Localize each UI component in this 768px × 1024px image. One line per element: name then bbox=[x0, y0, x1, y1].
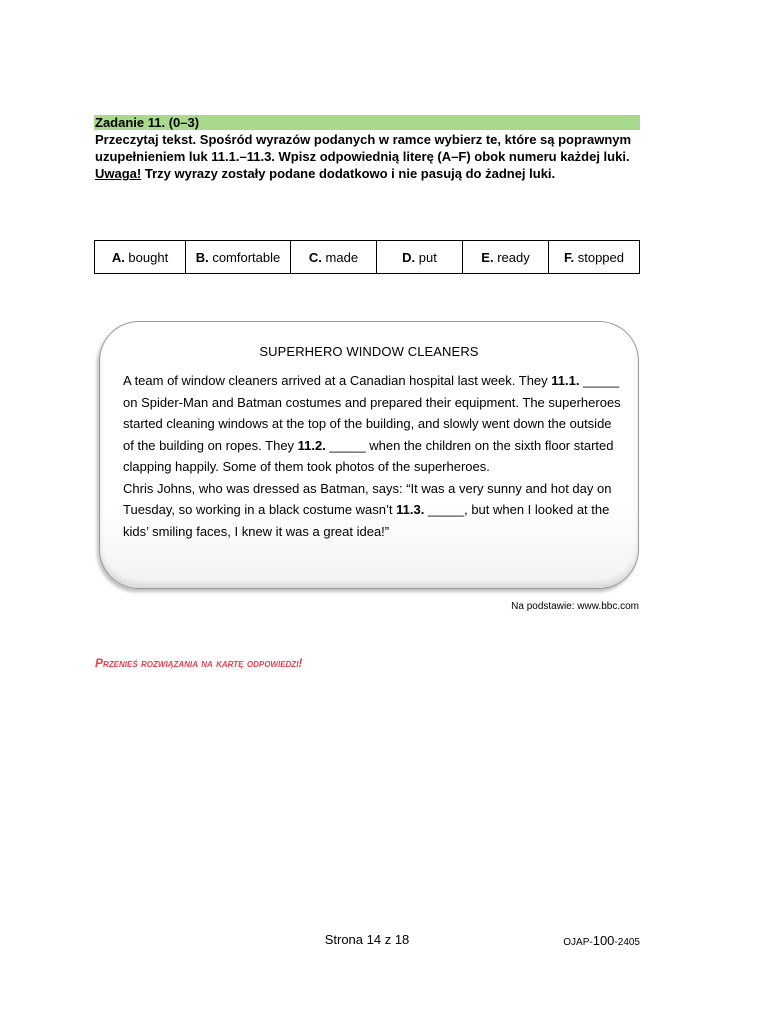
text-body bbox=[123, 370, 623, 542]
option-f: F. stopped bbox=[549, 241, 640, 274]
page-number: Strona 14 z 18 bbox=[324, 932, 410, 947]
option-e: E. ready bbox=[463, 241, 549, 274]
option-c: C. made bbox=[291, 241, 377, 274]
option-a: A. bought bbox=[95, 241, 186, 274]
word-options-table bbox=[94, 240, 640, 274]
note-text: Trzy wyrazy zostały podane dodatkowo i nie pasują do żadnej luki. bbox=[141, 166, 556, 181]
source-note: Na podstawie: www.bbc.com bbox=[511, 601, 639, 612]
note-label: Uwaga! bbox=[95, 166, 142, 181]
gap-11-3: 11.3. bbox=[396, 502, 425, 517]
option-b: B. comfortable bbox=[186, 241, 291, 274]
reading-text-box bbox=[99, 321, 639, 589]
text-title: SUPERHERO WINDOW CLEANERS bbox=[259, 344, 479, 359]
note-line bbox=[95, 165, 640, 182]
instruction-text: Przeczytaj tekst. Spośród wyrazów podanych w ramce wybierz te, które są poprawnym uzupełnieniem luk 11.1.–11.3. Wpisz odpowiednią literę (A–F) obok numeru każdej luki. bbox=[95, 132, 632, 164]
transfer-answers-note: Przenieś rozwiązania na kartę odpowiedzi! bbox=[95, 656, 303, 670]
text-paragraph-1: A team of window cleaners arrived at a Canadian hospital last week. They 11.1. _____ on Spider-Man and Batman costumes and prepared their equipment. The superheroes started cleaning windows at the top of the building, and slowly went down the outside of the building on ropes. They 11.2. _____ when the children on the sixth floor started clapping happily. Some of them took photos of the superheroes. bbox=[123, 373, 621, 474]
task-instructions bbox=[95, 131, 640, 182]
option-d: D. put bbox=[377, 241, 463, 274]
gap-11-1: 11.1. bbox=[551, 373, 580, 388]
task-header: Zadanie 11. (0–3) bbox=[94, 115, 640, 130]
text-paragraph-2: Chris Johns, who was dressed as Batman, says: “It was a very sunny and hot day on Tuesday, so working in a black costume wasn’t 11.3. _____, but when I looked at the kids’ smiling faces, I knew it was a great idea!” bbox=[123, 480, 612, 539]
gap-11-2: 11.2. bbox=[297, 437, 326, 453]
exam-code: OJAP-100-2405 bbox=[563, 933, 640, 948]
